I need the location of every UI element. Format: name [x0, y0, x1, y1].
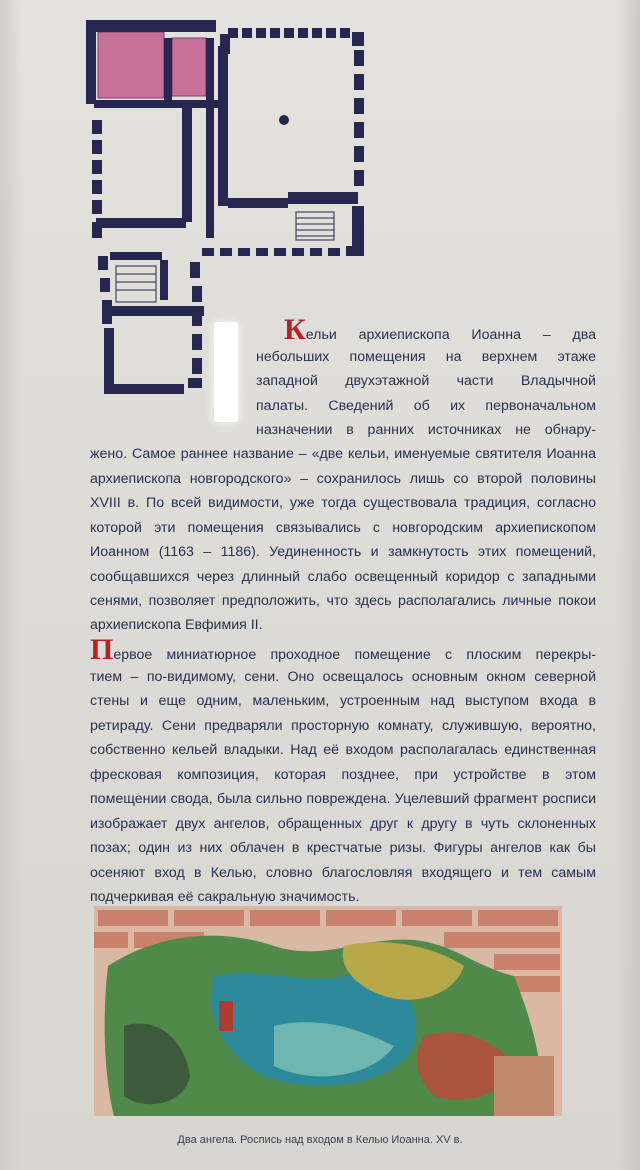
second-line: помещении свода, была сильно повреждена. Уцелевший фрагмент росписи	[90, 791, 596, 807]
second-line: осеняют вход в Келью, словно благословляя входящего и тем самым	[90, 865, 596, 881]
intro-line: небольших помещения на верхнем этаже	[256, 349, 596, 365]
intro-line: архиепископа новгородского» – сохранилось лишь со второй половины	[90, 471, 596, 487]
photo-caption: Два ангела. Роспись над входом в Келью Иоанна. XV в.	[177, 1134, 463, 1146]
second-line: собственно кельей владыки. Над её входом располагалась единственная	[90, 742, 596, 758]
second-line: тием – по-видимому, сени. Оно освещалось основным окном северной	[90, 669, 596, 685]
intro-line: Иоанном (1163 – 1186). Уединенность и замкнутость этих помещений,	[90, 544, 596, 560]
fresco-brick-corner	[494, 1056, 554, 1116]
second-first-line: Первое миниатюрное проходное помещение с плоским перекры-	[90, 633, 596, 666]
intro-line: палаты. Сведений об их первоначальном	[256, 398, 596, 414]
intro-line: архиепископа Евфимия II.	[90, 617, 263, 633]
second-line: стены и еще одним, маленьким, устроенным над выступом входа в	[90, 693, 596, 709]
second-line: ретираду. Сени предваряли просторную комнату, служившую, вероятно,	[90, 718, 596, 734]
intro-line: жено. Самое раннее название – «две кельи, именуемые святителя Иоанна	[90, 446, 596, 462]
highlighted-room-1	[98, 32, 164, 98]
intro-line: сообщавшихся через длинный слабо освещенный коридор с западными	[90, 569, 596, 585]
highlighted-room-2	[172, 38, 206, 96]
intro-line: сенями, позволяет предположить, что здесь располагались личные покои	[90, 593, 596, 609]
second-line: фресковая композиция, которая позднее, при устройстве в этом	[90, 767, 596, 783]
panel-shadow-left	[0, 0, 22, 1170]
intro-line: XVIII в. По всей видимости, уже тогда существовала традиция, согласно	[90, 495, 596, 511]
drop-cap-p: П	[90, 633, 114, 666]
second-line: изображает двух ангелов, обращенных друг к другу в чуть склоненных	[90, 816, 596, 832]
second-line: подчеркивая её сакральную значимость.	[90, 889, 360, 905]
highlighted-rooms	[98, 32, 206, 98]
panel-shadow-right	[616, 0, 640, 1170]
intro-line: назначении в ранних источниках не обнару-	[256, 422, 596, 438]
fresco-photo	[94, 906, 562, 1116]
second-line: позах; один из них облачен в крестчатые ризы. Фигуры ангелов как бы	[90, 840, 596, 856]
drop-cap-k: К	[284, 313, 306, 346]
light-glare	[214, 322, 238, 422]
intro-line: западной двухэтажной части Владычной	[256, 373, 596, 389]
intro-first-line: Кельи архиепископа Иоанна – два	[284, 313, 596, 346]
fresco-red-detail	[219, 1001, 233, 1031]
intro-line: которой эти помещения связывались с новгородским архиепископом	[90, 520, 596, 536]
